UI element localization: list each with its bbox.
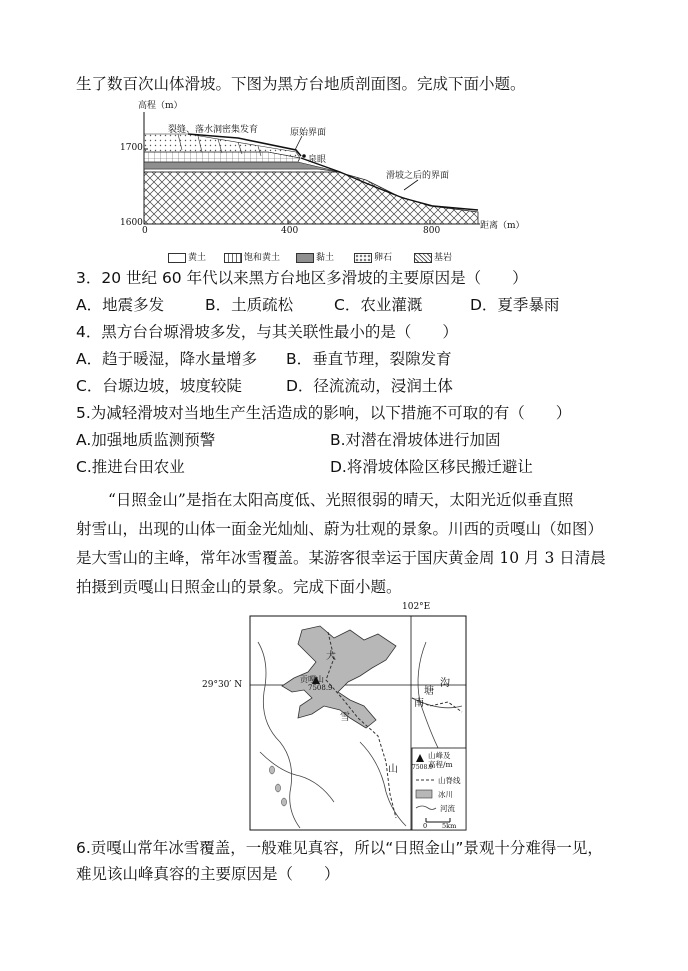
- scale-zero: 0: [423, 822, 428, 830]
- place-char-gou: 沟: [440, 678, 450, 689]
- place-char-tang: 塘: [424, 686, 434, 697]
- q4-option-c: C．台塬边坡，坡度较陡: [76, 377, 242, 395]
- profile-ylabel: 高程（m）: [138, 101, 183, 111]
- gravel-swatch: [354, 253, 372, 263]
- legend-bedrock: 基岩: [414, 250, 452, 263]
- q3-option-b: B．土质疏松: [205, 296, 294, 314]
- legend-peak-sample: 7508.9: [412, 764, 433, 771]
- scale-length: 5km: [442, 822, 457, 830]
- passage-line-4: 拍摄到贡嘎山日照金山的景象。完成下面小题。: [76, 578, 402, 596]
- profile-ytick-1600: 1600: [120, 218, 143, 228]
- place-char-nan: 南: [414, 698, 424, 709]
- clay-swatch: [296, 253, 314, 263]
- legend-ridge-label: 山脊线: [438, 776, 461, 785]
- profile-ytick-1700: 1700: [120, 143, 143, 153]
- q5-option-b: B.对潜在滑坡体进行加固: [330, 431, 501, 449]
- q3-option-a: A．地震多发: [76, 296, 165, 314]
- saturated-loess-swatch: [224, 253, 242, 263]
- legend-saturated-loess: 饱和黄土: [224, 250, 280, 263]
- passage-line-1: “日照金山”是指在太阳高度低、光照很弱的晴天，太阳光近似垂直照: [108, 491, 574, 509]
- place-char-xue: 雪: [340, 712, 350, 723]
- annotation-after-slide: 滑坡之后的界面: [386, 171, 450, 181]
- q5-option-c: C.推进台田农业: [76, 458, 185, 476]
- annotation-spring: 泉眼: [308, 155, 327, 165]
- place-char-da: 大: [326, 651, 336, 662]
- legend-gravel: 卵石: [354, 250, 392, 263]
- peak-elevation-label: 7508.9: [308, 684, 333, 692]
- q4-option-b: B．垂直节理，裂隙发育: [286, 350, 452, 368]
- passage-line-3: 是大雪山的主峰，常年冰雪覆盖。某游客很幸运于国庆黄金周 10 月 3 日清晨: [76, 549, 606, 567]
- legend-peak-label: 山峰及: [428, 751, 451, 760]
- peak-name-label: 贡嘎山: [300, 675, 324, 684]
- annotation-original-interface: 原始界面: [290, 128, 327, 138]
- question-3-stem: 3．20 世纪 60 年代以来黑方台地区多滑坡的主要原因是（ ）: [76, 269, 528, 287]
- question-6-line-1: 6.贡嘎山常年冰雪覆盖，一般难见真容，所以“日照金山”景观十分难得一见，: [76, 839, 603, 857]
- question-5-stem: 5.为减轻滑坡对当地生产生活造成的影响，以下措施不可取的有（ ）: [76, 404, 572, 422]
- legend-clay: 黏土: [296, 250, 334, 263]
- q5-option-a: A.加强地质监测预警: [76, 431, 216, 449]
- q3-option-c: C．农业灌溉: [334, 296, 423, 314]
- profile-xtick-800: 800: [423, 226, 441, 236]
- place-char-shan: 山: [388, 764, 398, 775]
- legend-loess: 黄土: [168, 250, 206, 263]
- q3-option-d: D．夏季暴雨: [470, 296, 560, 314]
- question-4-stem: 4．黑方台台塬滑坡多发，与其关联性最小的是（ ）: [76, 323, 458, 341]
- profile-xlabel: 距离（m）: [480, 221, 525, 231]
- q5-option-d: D.将滑坡体险区移民搬迁避让: [330, 458, 533, 476]
- passage-line-2: 射雪山，出现的山体一面金光灿灿、蔚为壮观的景象。川西的贡嘎山（如图）: [76, 520, 604, 538]
- legend-river-label: 河流: [440, 804, 455, 813]
- q4-option-a: A．趋于暖湿，降水量增多: [76, 350, 258, 368]
- loess-swatch: [168, 253, 186, 263]
- intro-text: 生了数百次山体滑坡。下图为黑方台地质剖面图。完成下面小题。: [76, 75, 526, 93]
- legend-glacier-label: 冰川: [438, 790, 453, 799]
- profile-xtick-0: 0: [142, 226, 148, 236]
- profile-xtick-400: 400: [281, 226, 299, 236]
- map-latitude-label: 29°30′ N: [202, 680, 243, 690]
- map-longitude-label: 102°E: [402, 602, 431, 612]
- q4-option-d: D．径流流动，浸润土体: [286, 377, 453, 395]
- bedrock-swatch: [414, 253, 432, 263]
- question-6-line-2: 难见该山峰真容的主要原因是（ ）: [76, 865, 340, 883]
- geological-profile-figure: [118, 98, 538, 264]
- legend-peak-elev-label: 高程/m: [428, 760, 453, 769]
- annotation-cracks: 裂缝、落水洞密集发育: [168, 125, 259, 135]
- gongga-map-figure: [200, 602, 470, 834]
